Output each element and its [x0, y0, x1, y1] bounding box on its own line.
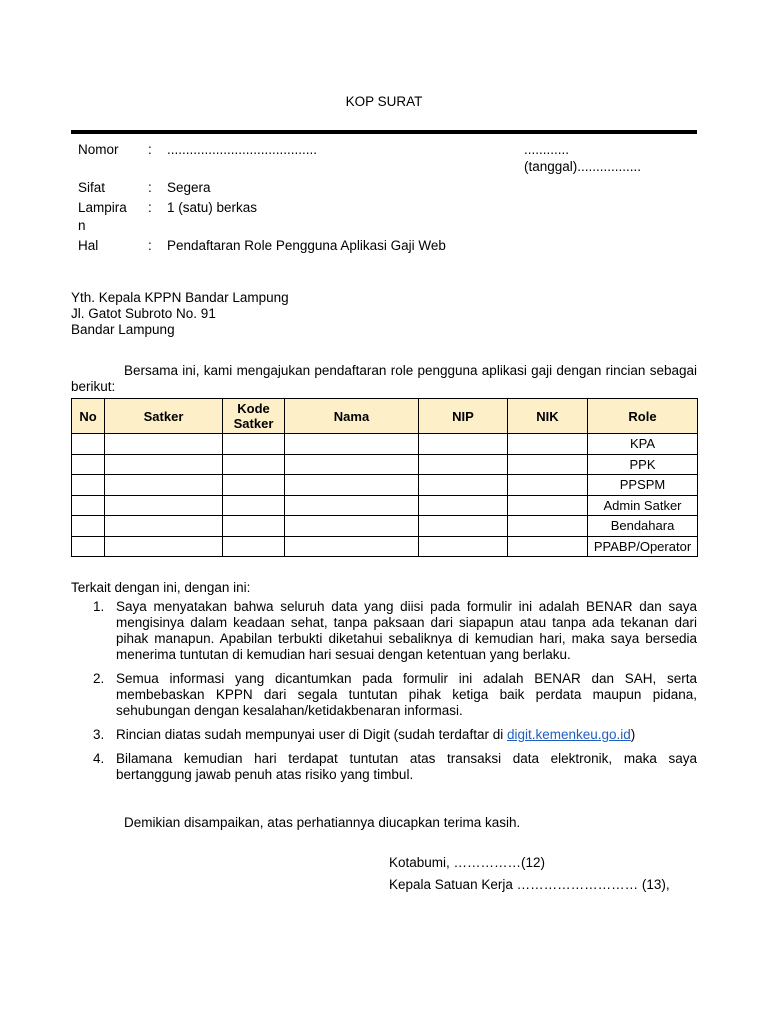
table-row — [72, 434, 698, 455]
cell-no — [72, 516, 105, 537]
cell-nama — [285, 516, 419, 537]
list-item — [71, 751, 697, 783]
list-item-text-after: ) — [630, 727, 636, 742]
cell-nik — [508, 536, 588, 557]
lampiran-value: 1 (satu) berkas — [167, 200, 258, 215]
header-role: Role — [588, 399, 698, 434]
cell-nip — [419, 536, 508, 557]
lampiran-colon: : — [148, 200, 152, 215]
table-header-row — [72, 399, 698, 434]
lampiran-label-wrap: n — [78, 218, 86, 233]
cell-nik — [508, 475, 588, 496]
cell-nik — [508, 516, 588, 537]
cell-role: Admin Satker — [588, 495, 698, 516]
list-item-number: 4. — [93, 751, 105, 766]
cell-satker — [105, 454, 223, 475]
list-item-number: 2. — [93, 671, 105, 686]
cell-role: PPSPM — [588, 475, 698, 496]
sifat-value: Segera — [167, 180, 211, 195]
address-street: Jl. Gatot Subroto No. 91 — [71, 306, 216, 321]
cell-role: Bendahara — [588, 516, 698, 537]
cell-role: PPABP/Operator — [588, 536, 698, 557]
statement-intro: Terkait dengan ini, dengan ini: — [71, 580, 251, 595]
cell-nip — [419, 475, 508, 496]
header-nik: NIK — [508, 399, 588, 434]
list-item-text: Saya menyatakan bahwa seluruh data yang diisi pada formulir ini adalah BENAR dan saya mengisinya dalam keadaan sehat, tanpa paksaan dari siapapun atau tanpa ada tekanan dari pihak manapun. Apabilan terbukti diketahui sebaliknya di kemudian hari, maka saya bersedia menerima tuntutan di kemudian hari sesuai dengan ketentuan yang berlaku. — [116, 599, 697, 662]
role-registration-table — [71, 398, 698, 557]
list-item-number: 1. — [93, 599, 105, 614]
list-item-text: Semua informasi yang dicantumkan pada formulir ini adalah BENAR dan SAH, serta membebaskan KPPN dari segala tuntutan pihak ketiga baik perdata maupun pidana, sehubungan dengan kesalahan/ketidakbenaran informasi. — [116, 671, 697, 718]
list-item-text: Bilamana kemudian hari terdapat tuntutan atas transaksi data elektronik, maka saya bertanggung jawab penuh atas risiko yang timbul. — [116, 751, 697, 782]
address-recipient: Yth. Kepala KPPN Bandar Lampung — [71, 290, 289, 305]
hal-label: Hal — [78, 238, 99, 253]
table-row — [72, 495, 698, 516]
nomor-colon: : — [148, 142, 152, 157]
cell-nama — [285, 495, 419, 516]
header-no: No — [72, 399, 105, 434]
cell-no — [72, 536, 105, 557]
cell-kode-satker — [223, 495, 285, 516]
cell-nip — [419, 495, 508, 516]
list-item-number: 3. — [93, 727, 105, 742]
cell-nik — [508, 454, 588, 475]
cell-kode-satker — [223, 516, 285, 537]
cell-no — [72, 495, 105, 516]
list-item-text-before: Rincian diatas sudah mempunyai user di Digit (sudah terdaftar di — [116, 727, 507, 742]
date-text: (tanggal)................. — [524, 159, 642, 174]
sifat-colon: : — [148, 180, 152, 195]
signature-title: Kepala Satuan Kerja ……………………… (13), — [389, 877, 670, 892]
hal-value: Pendaftaran Role Pengguna Aplikasi Gaji Web — [167, 238, 446, 253]
cell-kode-satker — [223, 454, 285, 475]
letterhead-divider — [71, 130, 697, 134]
cell-nama — [285, 454, 419, 475]
intro-paragraph: Bersama ini, kami mengajukan pendaftaran role pengguna aplikasi gaji dengan rincian sebagai berikut: — [71, 363, 697, 394]
cell-satker — [105, 495, 223, 516]
header-nip: NIP — [419, 399, 508, 434]
nomor-value: ........................................ — [167, 142, 318, 157]
cell-satker — [105, 475, 223, 496]
table-row — [72, 536, 698, 557]
cell-nip — [419, 454, 508, 475]
table-row — [72, 454, 698, 475]
cell-role: PPK — [588, 454, 698, 475]
letterhead-title: KOP SURAT — [345, 94, 423, 109]
cell-nama — [285, 536, 419, 557]
cell-no — [72, 434, 105, 455]
cell-nip — [419, 434, 508, 455]
cell-satker — [105, 434, 223, 455]
cell-nama — [285, 475, 419, 496]
cell-kode-satker — [223, 536, 285, 557]
header-kode-satker: Kode Satker — [223, 399, 285, 434]
nomor-label: Nomor — [78, 142, 119, 157]
list-item — [71, 727, 697, 743]
cell-satker — [105, 516, 223, 537]
cell-kode-satker — [223, 475, 285, 496]
digit-link[interactable]: digit.kemenkeu.go.id — [506, 727, 631, 742]
cell-nip — [419, 516, 508, 537]
header-nama: Nama — [285, 399, 419, 434]
cell-role: KPA — [588, 434, 698, 455]
closing-sentence: Demikian disampaikan, atas perhatiannya diucapkan terima kasih. — [124, 815, 521, 830]
signature-place-date: Kotabumi, ……………(12) — [389, 855, 546, 870]
list-item — [71, 671, 697, 719]
statement-list — [71, 599, 697, 791]
cell-no — [72, 454, 105, 475]
date-dots: ............ — [524, 142, 570, 157]
table-row — [72, 516, 698, 537]
list-item — [71, 599, 697, 663]
sifat-label: Sifat — [78, 180, 106, 195]
hal-colon: : — [148, 238, 152, 253]
cell-nama — [285, 434, 419, 455]
table-row — [72, 475, 698, 496]
cell-satker — [105, 536, 223, 557]
address-city: Bandar Lampung — [71, 322, 175, 337]
lampiran-label: Lampira — [78, 200, 127, 215]
cell-kode-satker — [223, 434, 285, 455]
cell-no — [72, 475, 105, 496]
header-satker: Satker — [105, 399, 223, 434]
cell-nik — [508, 434, 588, 455]
cell-nik — [508, 495, 588, 516]
